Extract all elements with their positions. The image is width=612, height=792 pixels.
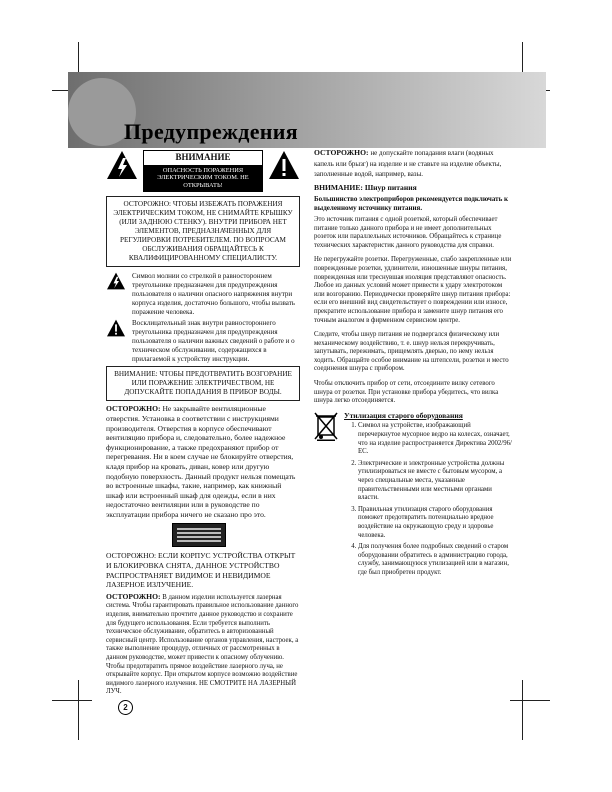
lightning-triangle-icon [106, 272, 126, 290]
cord-paragraph-2: Не перегружайте розетки. Перегруженные, слабо закрепленные или поврежденные розетки, удлинители, изношенные шнуры питания, поврежденная или треснувшая изоляция представляют опасность. Любое из данных условий может привести к удару электротоком или возгоранию. Периодически проверяйте шнур питания прибора: если его внешний вид свидетельствует о повреждении или износе, прекратите использование прибора и замените шнур питания его точным аналогом в фирменном сервисном центре. [314, 256, 512, 324]
ventilation-paragraph [106, 404, 300, 519]
crop-mark [52, 700, 92, 701]
disposal-item: 1. Символ на устройстве, изображающий перечеркнутое мусорное ведро на колесах, означает, что на изделие распространяется Директива 2002/96/ЕС. [358, 422, 512, 456]
page-number: 2 [118, 700, 133, 715]
disposal-title: Утилизация старого оборудования [344, 410, 463, 420]
ventilation-label: ОСТОРОЖНО: [106, 404, 161, 414]
page-title: Предупреждения [124, 119, 298, 144]
cord-paragraph-3: Следите, чтобы шнур питания не подвергался физическому или механическому воздействию, т. е. шнур нельзя перекручивать, запутывать, пережимать, прищемлять дверью, по нему нельзя ходить. Обращайте особое внимание на штепсели, розетки и место соединения шнура с прибором. [314, 331, 509, 373]
cord-paragraph-4: Чтобы отключить прибор от сети, отсоедините вилку сетевого шнура от розетки. При установке прибора убедитесь, что вилка шнура легко отсоединяется. [314, 380, 499, 405]
cord-bold-text: Большинство электроприборов рекомендуется подключать к выделенному источнику питания. [314, 195, 509, 213]
caution-box: ОСТОРОЖНО: ЧТОБЫ ИЗБЕЖАТЬ ПОРАЖЕНИЯ ЭЛЕКТРИЧЕСКИМ ТОКОМ, НЕ СНИМАЙТЕ КРЫШКУ (ИЛИ ЗАДНЮЮ СТЕНКУ). ВНУТРИ ПРИБОРА НЕТ ЭЛЕМЕНТОВ, ПРЕДНАЗНАЧЕННЫХ ДЛЯ РЕГУЛИРОВКИ ПОТРЕБИТЕЛЕМ. ПО ВОПРОСАМ ОБСЛУЖИВАНИЯ ОБРАЩАЙТЕСЬ К КВАЛИФИЦИРОВАННОМУ СПЕЦИАЛИСТУ. [106, 196, 300, 267]
crossed-bin-icon [314, 411, 338, 441]
lightning-symbol-text: Символ молнии со стрелкой в равностороннем треугольнике предназначен для предупреждения пользователя о наличии опасного напряжения внутри корпуса изделия, достаточно большого, чтобы вызвать поражение человека. [132, 272, 295, 316]
warning-header [106, 150, 300, 192]
laser-label: ОСТОРОЖНО: [106, 591, 161, 601]
water-label: ОСТОРОЖНО: [314, 148, 369, 157]
laser-label-image [172, 523, 226, 547]
disposal-section [314, 411, 512, 581]
attention-title: ВНИМАНИЕ [175, 152, 231, 162]
cord-heading: ВНИМАНИЕ: Шнур питания [314, 182, 417, 192]
ventilation-text: Не закрывайте вентиляционные отверстия. Установка в соответствии с инструкциями производителя. Отверстия в корпусе обеспечивают вентиляцию прибора и, следовательно, более надежное функционирование, а также предохраняют прибор от перегревания. Ни в коем случае не блокируйте отверстия, кладя прибор на кровать, диван, ковер или другую подобную поверхность. Данный продукт нельзя помещать во встроенные шкафы, такие, например, как книжный шкаф или встроенный шкаф для одежды, если в них недостаточно вентиляции или в руководстве по эксплуатации прибора ничего не сказано про это. [106, 404, 296, 519]
attention-label [143, 150, 263, 192]
laser-warning: ОСТОРОЖНО: ЕСЛИ КОРПУС УСТРОЙСТВА ОТКРЫТ И БЛОКИРОВКА СНЯТА, ДАННОЕ УСТРОЙСТВО РАСПРОСТРАНЯЕТ ВИДИМОЕ И НЕВИДИМОЕ ЛАЗЕРНОЕ ИЗЛУЧЕНИЕ. [106, 551, 296, 590]
electric-shock-warning-icon [106, 150, 138, 180]
crop-mark [522, 680, 523, 740]
attention-subtitle: ОПАСНОСТЬ ПОРАЖЕНИЯ ЭЛЕКТРИЧЕСКИМ ТОКОМ. НЕ ОТКРЫВАТЬ! [144, 165, 262, 192]
exclamation-triangle-icon [106, 319, 126, 337]
crop-mark [78, 680, 79, 740]
fire-warning-box: ВНИМАНИЕ: ЧТОБЫ ПРЕДОТВРАТИТЬ ВОЗГОРАНИЕ ИЛИ ПОРАЖЕНИЕ ЭЛЕКТРИЧЕСТВОМ, НЕ ДОПУСКАЙТЕ ПОПАДАНИЯ В ПРИБОР ВОДЫ. [106, 366, 300, 401]
water-text: не допускайте попадания влаги (водяных капель или брызг) на изделие и не ставьте на изделие объекты, заполненные водой, например, вазы. [314, 149, 502, 179]
right-column [314, 148, 512, 581]
laser-paragraph [106, 593, 300, 697]
disposal-content [344, 411, 512, 581]
crop-mark [510, 700, 550, 701]
exclamation-symbol-note [106, 319, 300, 363]
left-column [106, 150, 300, 700]
laser-text: В данном изделии используется лазерная система. Чтобы гарантировать правильное использование данного изделия, внимательно прочтите данное руководство и сохраните для будущего использования. Если требуется выполнить техническое обслуживание, обратитесь в авторизованный сервисный центр. Использование органов управления, настроек, а также выполнение процедур, отличных от рассмотренных в данном руководстве, может привести к опасному облучению. Чтобы предотвратить прямое воздействие лазерного луча, не открывайте корпус. При открытом корпусе возможно воздействие видимого лазерного излучения. НЕ СМОТРИТЕ НА ЛАЗЕРНЫЙ ЛУЧ. [106, 593, 299, 696]
lightning-symbol-note [106, 272, 300, 316]
disposal-item: 4. Для получения более подробных сведений о старом оборудовании обратитесь в администрацию города, службу, занимающуюся утилизацией или в магазин, где был приобретен продукт. [358, 543, 512, 577]
disposal-item: 3. Правильная утилизация старого оборудования поможет предотвратить потенциально вредное воздействие на окружающую среду и здоровье человека. [358, 506, 512, 540]
exclamation-symbol-text: Восклицательный знак внутри равностороннего треугольника предназначен для предупреждения пользователя о наличии важных сведений о работе и о техническом обслуживании, содержащихся в прилагаемой к устройству инструкции. [132, 319, 295, 363]
exclamation-warning-icon [268, 150, 300, 180]
disposal-item: 2. Электрические и электронные устройства должны утилизироваться не вместе с бытовым мусором, а через специальные места, указанные правительственными или местными органами власти. [358, 460, 512, 503]
disposal-list [344, 422, 512, 577]
cord-paragraph-1: Это источник питания с одной розеткой, который обеспечивает питание только данного прибора и не имеет дополнительных розеток или параллельных источников. Обращайтесь к странице технических характеристик данного руководства для справки. [314, 215, 502, 249]
water-paragraph [314, 148, 512, 180]
